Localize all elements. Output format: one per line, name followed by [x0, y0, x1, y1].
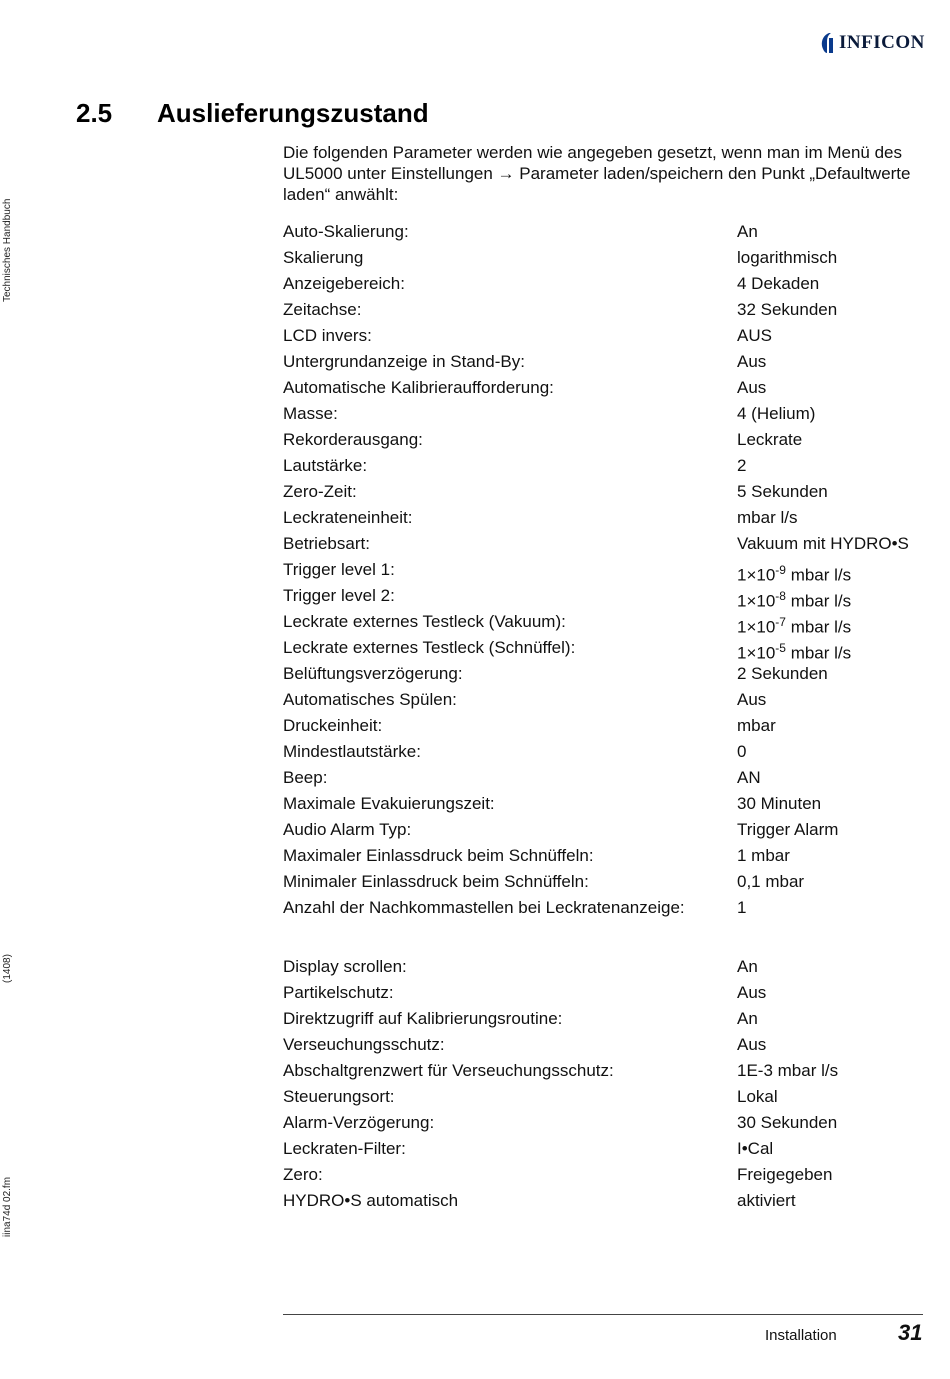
parameter-label: LCD invers: [283, 326, 372, 345]
parameter-row [283, 895, 943, 921]
parameter-value: AUS [737, 326, 772, 345]
parameter-label: Zeitachse: [283, 300, 362, 319]
parameter-value [737, 557, 851, 583]
value-exponent: -8 [775, 589, 786, 603]
parameter-row [283, 635, 943, 661]
footer-divider [283, 1314, 923, 1315]
parameter-row [283, 479, 943, 505]
parameter-value: Aus [737, 352, 767, 371]
parameter-value: 30 Minuten [737, 794, 822, 813]
parameter-label: Mindestlautstärke: [283, 742, 421, 761]
parameter-row [283, 843, 943, 869]
parameter-row [283, 401, 943, 427]
parameter-row [283, 219, 943, 245]
section-title: Auslieferungszustand [157, 98, 429, 128]
parameter-label: Beep: [283, 768, 328, 787]
parameter-label: HYDRO•S automatisch [283, 1191, 459, 1210]
intro-paragraph: Die folgenden Parameter werden wie angegeben gesetzt, wenn man im Menü des UL5000 unter Einstellungen → Parameter laden/speichern den Punkt „Defaultwerte laden“ anwählt: [283, 143, 911, 204]
parameter-row [283, 583, 943, 609]
margin-note-manual: Technisches Handbuch [2, 198, 13, 302]
parameter-row [283, 245, 943, 271]
parameter-value: mbar [737, 716, 776, 735]
parameter-label: Zero: [283, 1165, 323, 1184]
parameter-row [283, 557, 943, 583]
parameter-row [283, 531, 943, 557]
parameter-value: Vakuum mit HYDRO•S [737, 534, 909, 553]
parameter-label: Druckeinheit: [283, 716, 383, 735]
parameter-value: 32 Sekunden [737, 300, 838, 319]
parameter-label: Untergrundanzeige in Stand-By: [283, 352, 525, 371]
parameter-label: Display scrollen: [283, 957, 407, 976]
parameter-row [283, 954, 943, 980]
value-mantissa: 1×10 [737, 617, 776, 637]
parameter-row [283, 869, 943, 895]
parameter-value: 2 [737, 456, 747, 475]
parameter-row [283, 453, 943, 479]
value-exponent: -7 [775, 615, 786, 629]
parameter-value: 2 Sekunden [737, 664, 828, 683]
parameter-row [283, 323, 943, 349]
parameter-value [737, 635, 851, 661]
logo-text: INFICON [839, 32, 925, 53]
parameter-label: Verseuchungsschutz: [283, 1035, 445, 1054]
parameter-value: 0 [737, 742, 747, 761]
parameter-label: Automatische Kalibrieraufforderung: [283, 378, 554, 397]
inficon-logo [820, 32, 925, 54]
parameter-value: An [737, 1009, 758, 1028]
parameter-label: Anzeigebereich: [283, 274, 405, 293]
margin-note-file: iina74d 02.fm [2, 1176, 13, 1237]
section-heading [76, 98, 429, 129]
parameter-label: Anzahl der Nachkommastellen bei Leckratenanzeige: [283, 898, 685, 917]
inficon-logo-icon [820, 32, 836, 54]
parameter-label: Leckraten-Filter: [283, 1139, 406, 1158]
parameter-label: Direktzugriff auf Kalibrierungsroutine: [283, 1009, 563, 1028]
value-unit: mbar l/s [785, 591, 852, 611]
parameter-value: An [737, 957, 758, 976]
parameter-value: mbar l/s [737, 508, 798, 527]
parameter-label: Audio Alarm Typ: [283, 820, 412, 839]
parameter-label: Trigger level 1: [283, 560, 395, 579]
parameter-row [283, 349, 943, 375]
parameter-row [283, 297, 943, 323]
parameter-label: Auto-Skalierung: [283, 222, 409, 241]
parameter-label: Betriebsart: [283, 534, 370, 553]
parameter-label: Abschaltgrenzwert für Verseuchungsschutz: [283, 1061, 614, 1080]
parameter-value: aktiviert [737, 1191, 796, 1210]
parameter-label: Minimaler Einlassdruck beim Schnüffeln: [283, 872, 589, 891]
parameter-row [283, 375, 943, 401]
value-mantissa: 1×10 [737, 643, 776, 663]
parameter-label: Trigger level 2: [283, 586, 395, 605]
parameter-value: Trigger Alarm [737, 820, 839, 839]
parameter-value: I•Cal [737, 1139, 774, 1158]
parameter-value: AN [737, 768, 761, 787]
parameter-label: Belüftungsverzögerung: [283, 664, 463, 683]
parameter-label: Maximale Evakuierungszeit: [283, 794, 495, 813]
parameter-row [283, 1084, 943, 1110]
parameter-value: Aus [737, 1035, 767, 1054]
parameter-label: Lautstärke: [283, 456, 368, 475]
parameter-label: Maximaler Einlassdruck beim Schnüffeln: [283, 846, 594, 865]
parameter-label: Leckrate externes Testleck (Schnüffel): [283, 638, 576, 657]
parameter-value: 1 mbar [737, 846, 790, 865]
parameter-value: 4 (Helium) [737, 404, 816, 423]
parameter-row [283, 427, 943, 453]
parameter-list-2 [283, 954, 943, 1214]
parameter-value: Lokal [737, 1087, 778, 1106]
parameter-value: Freigegeben [737, 1165, 833, 1184]
parameter-label: Rekorderausgang: [283, 430, 423, 449]
parameter-row [283, 980, 943, 1006]
parameter-label: Automatisches Spülen: [283, 690, 457, 709]
parameter-label: Partikelschutz: [283, 983, 394, 1002]
parameter-value: 5 Sekunden [737, 482, 828, 501]
parameter-label: Skalierung [283, 248, 364, 267]
parameter-row [283, 765, 943, 791]
parameter-value [737, 609, 851, 635]
section-number: 2.5 [76, 98, 113, 128]
parameter-row [283, 271, 943, 297]
footer-section-name: Installation [765, 1327, 837, 1344]
parameter-label: Zero-Zeit: [283, 482, 357, 501]
parameter-list-1 [283, 219, 943, 921]
parameter-row [283, 739, 943, 765]
parameter-value: logarithmisch [737, 248, 838, 267]
parameter-row [283, 687, 943, 713]
value-mantissa: 1×10 [737, 591, 776, 611]
parameter-row [283, 1032, 943, 1058]
parameter-label: Leckrate externes Testleck (Vakuum): [283, 612, 566, 631]
parameter-row [283, 1006, 943, 1032]
parameter-row [283, 661, 943, 687]
parameter-row [283, 609, 943, 635]
parameter-row [283, 1162, 943, 1188]
value-unit: mbar l/s [785, 617, 852, 637]
parameter-value: 4 Dekaden [737, 274, 820, 293]
parameter-label: Leckrateneinheit: [283, 508, 413, 527]
parameter-label: Masse: [283, 404, 338, 423]
value-unit: mbar l/s [785, 565, 852, 585]
margin-note-date: (1408) [2, 954, 13, 983]
value-mantissa: 1×10 [737, 565, 776, 585]
parameter-value: 30 Sekunden [737, 1113, 838, 1132]
parameter-value: Leckrate [737, 430, 803, 449]
value-exponent: -9 [775, 563, 786, 577]
value-exponent: -5 [775, 641, 786, 655]
parameter-row [283, 1110, 943, 1136]
parameter-value: 1E-3 mbar l/s [737, 1061, 839, 1080]
parameter-value: 0,1 mbar [737, 872, 805, 891]
parameter-value: An [737, 222, 758, 241]
parameter-row [283, 1136, 943, 1162]
parameter-label: Steuerungsort: [283, 1087, 395, 1106]
page-number: 31 [898, 1320, 923, 1345]
parameter-row [283, 505, 943, 531]
parameter-row [283, 817, 943, 843]
parameter-label: Alarm-Verzögerung: [283, 1113, 435, 1132]
parameter-value [737, 583, 851, 609]
parameter-value: 1 [737, 898, 747, 917]
parameter-row [283, 713, 943, 739]
parameter-value: Aus [737, 983, 767, 1002]
parameter-row [283, 1058, 943, 1084]
parameter-row [283, 791, 943, 817]
parameter-value: Aus [737, 690, 767, 709]
value-unit: mbar l/s [785, 643, 852, 663]
parameter-value: Aus [737, 378, 767, 397]
parameter-row [283, 1188, 943, 1214]
